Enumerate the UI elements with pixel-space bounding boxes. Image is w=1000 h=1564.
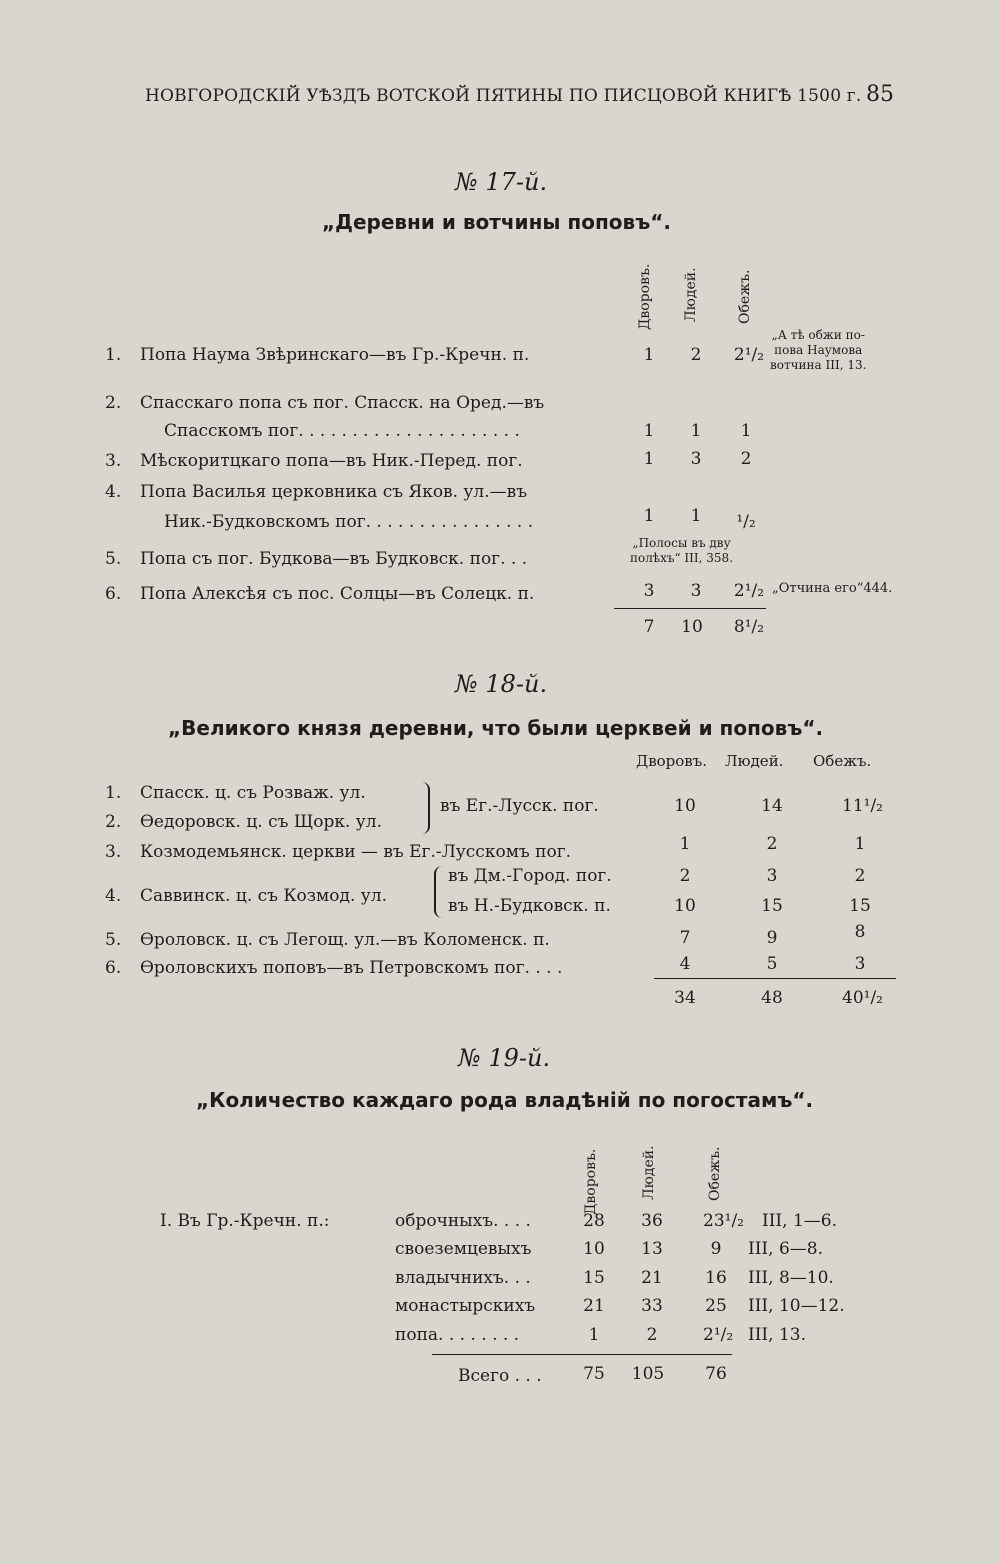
s18-col-obezh: Обежъ.	[813, 752, 872, 770]
s17-row2-num: 2.	[105, 393, 122, 413]
s17-row2-obezh: 1	[740, 421, 752, 441]
s18-v2-lyudey: 2	[766, 834, 778, 854]
s18-row5-text: Ѳроловск. ц. съ Легощ. ул.—въ Коломенск. п.	[140, 930, 550, 950]
s17-row2-text2: Спасскомъ пог. . . . . . . . . . . . . . . . . . . . .	[164, 421, 520, 441]
s19-r4-ref: III, 10—12.	[748, 1296, 845, 1316]
page-number: 85	[866, 82, 894, 107]
section-18-number: № 18-й.	[455, 670, 548, 698]
s17-row1-note: „А тѣ обжи по- пова Наумова вотчина III, 13.	[770, 328, 867, 372]
s18-row3-num: 3.	[105, 842, 122, 862]
s19-lead: I. Въ Гр.-Кречн. п.:	[160, 1211, 330, 1231]
s19-total-dvorov: 75	[583, 1364, 605, 1384]
s19-r2-kind: своеземцевыхъ	[395, 1239, 532, 1259]
s18-v2-dvorov: 1	[679, 834, 691, 854]
s19-r1-ref: III, 1—6.	[762, 1211, 837, 1231]
s17-row5-text: Попа съ пог. Будкова—въ Будковск. пог. . .	[140, 549, 528, 569]
s17-row6-dvorov: 3	[643, 581, 655, 601]
s19-r3-obezh: 16	[705, 1268, 727, 1288]
s19-r1-dvorov: 28	[583, 1211, 605, 1231]
s17-total-rule	[614, 608, 766, 609]
s19-r4-lyudey: 33	[641, 1296, 663, 1316]
s19-total-lyudey: 105	[631, 1364, 665, 1384]
s17-row5-note: „Полосы въ дву полѣхъ“ III, 358.	[630, 536, 734, 565]
s18-v2-obezh: 1	[854, 834, 866, 854]
s18-total-obezh: 40¹/₂	[842, 988, 883, 1008]
s19-r4-dvorov: 21	[583, 1296, 605, 1316]
s18-row2-num: 2.	[105, 812, 122, 832]
s19-r5-kind: попа. . . . . . . .	[395, 1325, 520, 1345]
s19-col-obezh: Обежъ.	[707, 1146, 723, 1201]
s17-row1-obezh: 2¹/₂	[733, 345, 765, 365]
s17-row1-num: 1.	[105, 345, 122, 365]
s19-r3-kind: владычнихъ. . .	[395, 1268, 531, 1288]
s19-r4-obezh: 25	[705, 1296, 727, 1316]
running-header: НОВГОРОДСКІЙ УѢЗДЪ ВОТСКОЙ ПЯТИНЫ ПО ПИСЦОВОЙ КНИГѢ 1500 г.	[145, 86, 862, 106]
s18-row6-text: Ѳроловскихъ поповъ—въ Петровскомъ пог. . . .	[140, 958, 563, 978]
s19-r1-obezh: 23¹/₂	[703, 1211, 744, 1231]
s17-row3-dvorov: 1	[643, 449, 655, 469]
s18-row5-num: 5.	[105, 930, 122, 950]
s18-v5-dvorov: 7	[679, 928, 691, 948]
s18-row3-text: Козмодемьянск. церкви — въ Ег.-Лусскомъ пог.	[140, 842, 572, 862]
s18-place-2: въ Дм.-Город. пог.	[448, 866, 612, 886]
s17-row4-lyudey: 1	[690, 506, 702, 526]
s19-r3-lyudey: 21	[641, 1268, 663, 1288]
s18-place-3: въ Н.-Будковск. п.	[448, 896, 611, 916]
s19-total-label: Всего . . .	[458, 1366, 542, 1386]
s17-row6-note: „Отчина его“444.	[772, 581, 893, 596]
section-19-title: „Количество каждаго рода владѣній по погостамъ“.	[196, 1088, 814, 1112]
s17-row6-num: 6.	[105, 584, 122, 604]
s18-v5-obezh: 8	[854, 922, 866, 942]
s19-r2-dvorov: 10	[583, 1239, 605, 1259]
s19-r3-ref: III, 8—10.	[748, 1268, 834, 1288]
s19-r1-kind: оброчныхъ. . . .	[395, 1211, 531, 1231]
s17-row6-text: Попа Алексѣя съ пос. Солцы—въ Солецк. п.	[140, 584, 535, 604]
s19-r3-dvorov: 15	[583, 1268, 605, 1288]
s19-r1-lyudey: 36	[641, 1211, 663, 1231]
s19-r2-lyudey: 13	[641, 1239, 663, 1259]
s18-row4-num: 4.	[105, 886, 122, 906]
section-17-title: „Деревни и вотчины поповъ“.	[322, 210, 671, 234]
s19-r5-lyudey: 2	[646, 1325, 658, 1345]
s19-r4-kind: монастырскихъ	[395, 1296, 536, 1316]
s17-row2-text: Спасскаго попа съ пог. Спасск. на Оред.—въ	[140, 393, 545, 413]
s18-v1-lyudey: 14	[761, 796, 783, 816]
s17-total-lyudey: 10	[681, 617, 703, 637]
section-18-title: „Великого князя деревни, что были церквей и поповъ“.	[168, 716, 824, 740]
s17-total-obezh: 8¹/₂	[733, 617, 765, 637]
s17-row3-obezh: 2	[740, 449, 752, 469]
s18-v4-lyudey: 15	[761, 896, 783, 916]
col-lyudey: Людей.	[683, 267, 699, 322]
s17-row5-num: 5.	[105, 549, 122, 569]
s19-r5-ref: III, 13.	[748, 1325, 806, 1345]
s18-v1-obezh: 11¹/₂	[842, 796, 883, 816]
s18-v5-lyudey: 9	[766, 928, 778, 948]
s18-row2-text: Ѳедоровск. ц. съ Щорк. ул.	[140, 812, 382, 832]
s17-row4-text2: Ник.-Будковскомъ пог. . . . . . . . . . . . . . . .	[164, 512, 534, 532]
s19-r5-obezh: 2¹/₂	[703, 1325, 734, 1345]
s17-row3-text: Мѣскоритцкаго попа—въ Ник.-Перед. пог.	[140, 451, 523, 471]
s17-row1-lyudey: 2	[690, 345, 702, 365]
s19-col-dvorov: Дворовъ.	[583, 1148, 599, 1215]
s17-row2-dvorov: 1	[643, 421, 655, 441]
s17-row4-num: 4.	[105, 482, 122, 502]
s17-row4-dvorov: 1	[643, 506, 655, 526]
s18-brace-1	[420, 782, 430, 834]
s19-r5-dvorov: 1	[588, 1325, 600, 1345]
col-obezh: Обежъ.	[737, 269, 753, 324]
s18-v6-dvorov: 4	[679, 954, 691, 974]
s18-total-rule	[654, 978, 896, 979]
s18-v1-dvorov: 10	[674, 796, 696, 816]
s19-r2-obezh: 9	[710, 1239, 722, 1259]
s18-row1-num: 1.	[105, 783, 122, 803]
s18-v3-dvorov: 2	[679, 866, 691, 886]
s17-row1-dvorov: 1	[643, 345, 655, 365]
s18-v6-lyudey: 5	[766, 954, 778, 974]
s18-v6-obezh: 3	[854, 954, 866, 974]
s18-row4-text: Саввинск. ц. съ Козмод. ул.	[140, 886, 387, 906]
s17-total-dvorov: 7	[643, 617, 655, 637]
s17-row1-text: Попа Наума Звѣринскаго—въ Гр.-Кречн. п.	[140, 345, 530, 365]
s17-row6-obezh: 2¹/₂	[733, 581, 765, 601]
s18-col-lyudey: Людей.	[725, 752, 784, 770]
s18-v3-obezh: 2	[854, 866, 866, 886]
s17-row4-obezh: ¹/₂	[736, 512, 756, 532]
s17-row3-num: 3.	[105, 451, 122, 471]
s18-place-1: въ Ег.-Лусск. пог.	[440, 796, 599, 816]
section-19-number: № 19-й.	[458, 1044, 551, 1072]
s17-row2-lyudey: 1	[690, 421, 702, 441]
col-dvorov: Дворовъ.	[637, 263, 653, 330]
s19-total-obezh: 76	[705, 1364, 727, 1384]
s18-total-dvorov: 34	[674, 988, 696, 1008]
s19-total-rule	[432, 1354, 732, 1355]
s17-row4-text: Попа Василья церковника съ Яков. ул.—въ	[140, 482, 528, 502]
section-17-number: № 17-й.	[455, 168, 548, 196]
s18-col-dvorov: Дворовъ.	[636, 752, 708, 770]
s18-v3-lyudey: 3	[766, 866, 778, 886]
s17-row3-lyudey: 3	[690, 449, 702, 469]
s18-v4-obezh: 15	[849, 896, 871, 916]
s17-row6-lyudey: 3	[690, 581, 702, 601]
s19-col-lyudey: Людей.	[641, 1145, 657, 1200]
s18-brace-2	[434, 866, 444, 918]
s18-row6-num: 6.	[105, 958, 122, 978]
s18-total-lyudey: 48	[761, 988, 783, 1008]
s18-row1-text: Спасск. ц. съ Розваж. ул.	[140, 783, 366, 803]
s19-r2-ref: III, 6—8.	[748, 1239, 823, 1259]
s18-v4-dvorov: 10	[674, 896, 696, 916]
